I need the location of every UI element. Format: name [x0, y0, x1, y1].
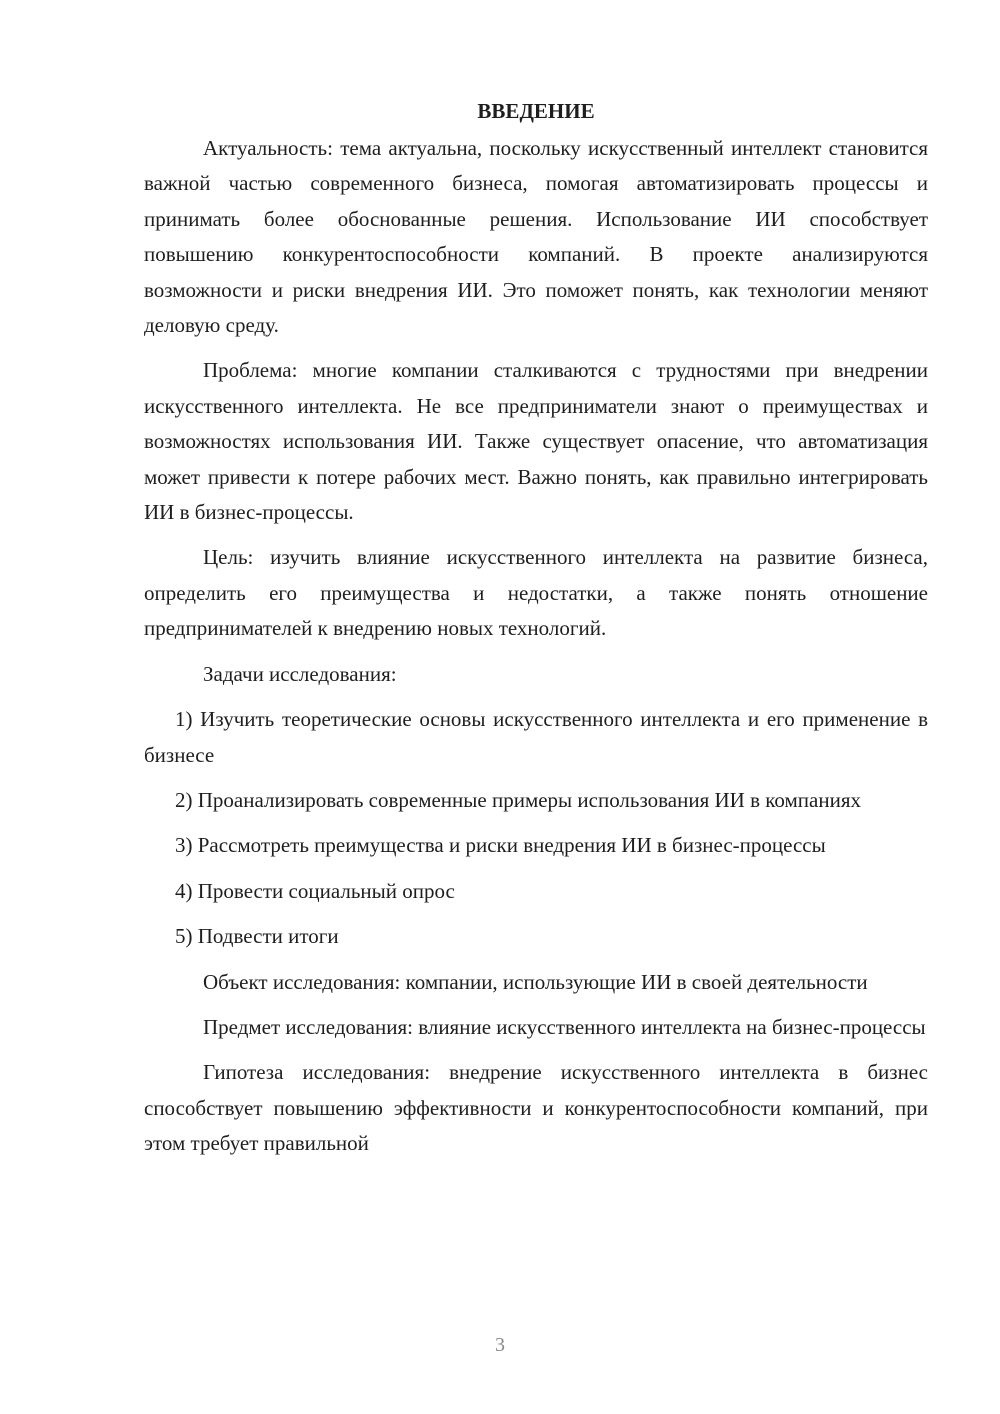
relevance-paragraph: Актуальность: тема актуальна, поскольку искусственный интеллект становится важной частью современного бизнеса, помогая автоматизировать процессы и принимать более обоснованные решения. Использование ИИ способствует повышению конкурентоспособности компаний. В проекте анализируются возможности и риски внедрения ИИ. Это поможет понять, как технологии меняют деловую среду. [144, 136, 928, 338]
hypothesis-paragraph: Гипотеза исследования: внедрение искусственного интеллекта в бизнес способствует повышению эффективности и конкурентоспособности компаний, при этом требует правильной [144, 1060, 928, 1156]
research-subject-paragraph: Предмет исследования: влияние искусственного интеллекта на бизнес-процессы [203, 1014, 926, 1039]
document-page [144, 94, 928, 1172]
problem-paragraph: Проблема: многие компании сталкиваются с трудностями при внедрении искусственного интеллекта. Не все предприниматели знают о преимуществах и возможностях использования ИИ. Также существует опасение, что автоматизация может привести к потере рабочих мест. Важно понять, как правильно интегрировать ИИ в бизнес-процессы. [144, 358, 928, 525]
task-item-4: 4) Провести социальный опрос [175, 878, 455, 903]
task-item-3: 3) Рассмотреть преимущества и риски внедрения ИИ в бизнес-процессы [175, 833, 826, 858]
task-item-2: 2) Проанализировать современные примеры использования ИИ в компаниях [175, 787, 861, 812]
section-title: ВВЕДЕНИЕ [477, 99, 595, 123]
task-item-1: 1) Изучить теоретические основы искусственного интеллекта и его применение в бизнесе [144, 707, 928, 767]
page-number: 3 [495, 1334, 505, 1356]
tasks-heading: Задачи исследования: [203, 661, 397, 686]
research-object-paragraph: Объект исследования: компании, использующие ИИ в своей деятельности [203, 969, 868, 994]
task-item-5: 5) Подвести итоги [175, 924, 339, 949]
goal-paragraph: Цель: изучить влияние искусственного интеллекта на развитие бизнеса, определить его преимущества и недостатки, а также понять отношение предпринимателей к внедрению новых технологий. [144, 545, 928, 641]
